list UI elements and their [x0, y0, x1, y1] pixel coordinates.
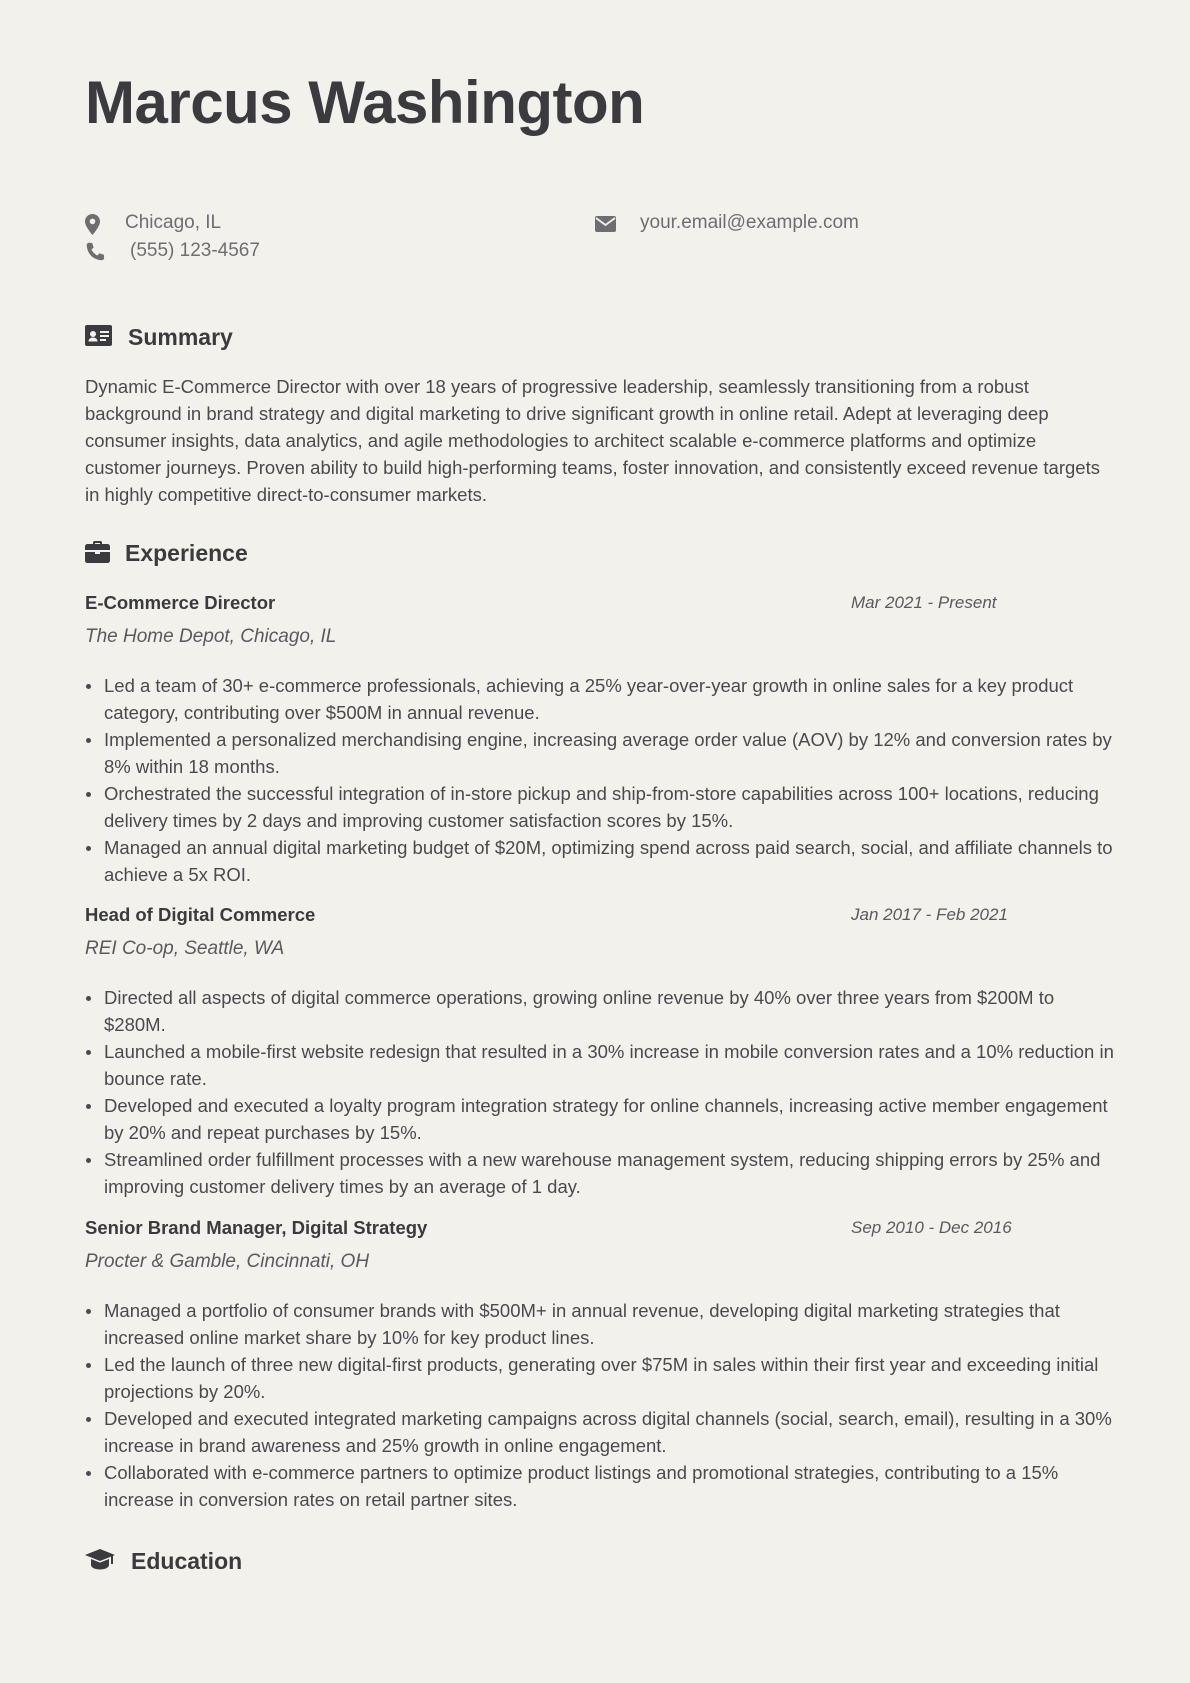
job-bullets: [85, 984, 1120, 1200]
job-dates: Jan 2017 - Feb 2021: [851, 905, 1008, 924]
list-item: Orchestrated the successful integration of in-store pickup and ship-from-store capabilities across 100+ locations, reducing delivery times by 2 days and improving customer satisfaction scores by 15%.: [85, 780, 1120, 834]
list-item: Directed all aspects of digital commerce operations, growing online revenue by 40% over three years from $200M to $280M.: [85, 984, 1120, 1038]
job-bullets: [85, 1297, 1120, 1513]
job-title: Head of Digital Commerce: [85, 904, 316, 925]
job-company: REI Co-op, Seattle, WA: [85, 938, 285, 959]
location-text: Chicago, IL: [125, 212, 222, 233]
list-item: Streamlined order fulfillment processes with a new warehouse management system, reducing shipping errors by 25% and improving customer delivery times by an average of 1 day.: [85, 1146, 1120, 1200]
education-section-header: [85, 1546, 385, 1576]
list-item: Launched a mobile-first website redesign that resulted in a 30% increase in mobile conversion rates and a 10% reduction in bounce rate.: [85, 1038, 1120, 1092]
briefcase-icon: [85, 541, 110, 568]
list-item: Led the launch of three new digital-first products, generating over $75M in sales within their first year and exceeding initial projections by 20%.: [85, 1351, 1120, 1405]
graduation-cap-icon: [85, 1548, 115, 1577]
phone-icon: [85, 242, 105, 268]
map-pin-icon: [85, 214, 100, 241]
job-bullets: [85, 672, 1120, 888]
job-title: Senior Brand Manager, Digital Strategy: [85, 1217, 428, 1238]
candidate-name: Marcus Washington: [85, 69, 645, 136]
contact-location: [85, 212, 385, 238]
list-item: Developed and executed integrated marketing campaigns across digital channels (social, search, email), resulting in a 30% increase in brand awareness and 25% growth in online engagement.: [85, 1405, 1120, 1459]
list-item: Led a team of 30+ e-commerce professionals, achieving a 25% year-over-year growth in online sales for a key product category, contributing over $500M in annual revenue.: [85, 672, 1120, 726]
email-text[interactable]: your.email@example.com: [640, 212, 859, 233]
summary-heading: Summary: [128, 324, 233, 350]
experience-section-header: [85, 538, 385, 568]
list-item: Developed and executed a loyalty program integration strategy for online channels, increasing active member engagement by 20% and repeat purchases by 15%.: [85, 1092, 1120, 1146]
list-item: Collaborated with e-commerce partners to optimize product listings and promotional strategies, contributing to a 15% increase in conversion rates on retail partner sites.: [85, 1459, 1120, 1513]
list-item: Managed an annual digital marketing budget of $20M, optimizing spend across paid search, social, and affiliate channels to achieve a 5x ROI.: [85, 834, 1120, 888]
envelope-icon: [595, 216, 616, 238]
phone-text: (555) 123-4567: [130, 240, 260, 261]
education-heading: Education: [131, 1548, 243, 1574]
job-company: The Home Depot, Chicago, IL: [85, 626, 337, 647]
id-card-icon: [85, 325, 112, 351]
list-item: Implemented a personalized merchandising engine, increasing average order value (AOV) by 12% and conversion rates by 8% within 18 months.: [85, 726, 1120, 780]
job-title: E-Commerce Director: [85, 592, 276, 613]
list-item: Managed a portfolio of consumer brands with $500M+ in annual revenue, developing digital marketing strategies that increased online market share by 10% for key product lines.: [85, 1297, 1120, 1351]
contact-email[interactable]: [595, 212, 935, 238]
summary-text: Dynamic E-Commerce Director with over 18 years of progressive leadership, seamlessly transitioning from a robust background in brand strategy and digital marketing to drive significant growth in online retail. Adept at leveraging deep consumer insights, data analytics, and agile methodologies to architect scalable e-commerce platforms and optimize customer journeys. Proven ability to build high-performing teams, foster innovation, and consistently exceed revenue targets in highly competitive direct-to-consumer markets.: [85, 376, 1100, 505]
contact-phone: [85, 240, 385, 266]
experience-heading: Experience: [125, 540, 248, 566]
summary-section-header: [85, 322, 385, 352]
job-dates: Sep 2010 - Dec 2016: [851, 1218, 1012, 1237]
job-company: Procter & Gamble, Cincinnati, OH: [85, 1251, 370, 1272]
job-dates: Mar 2021 - Present: [851, 593, 997, 612]
